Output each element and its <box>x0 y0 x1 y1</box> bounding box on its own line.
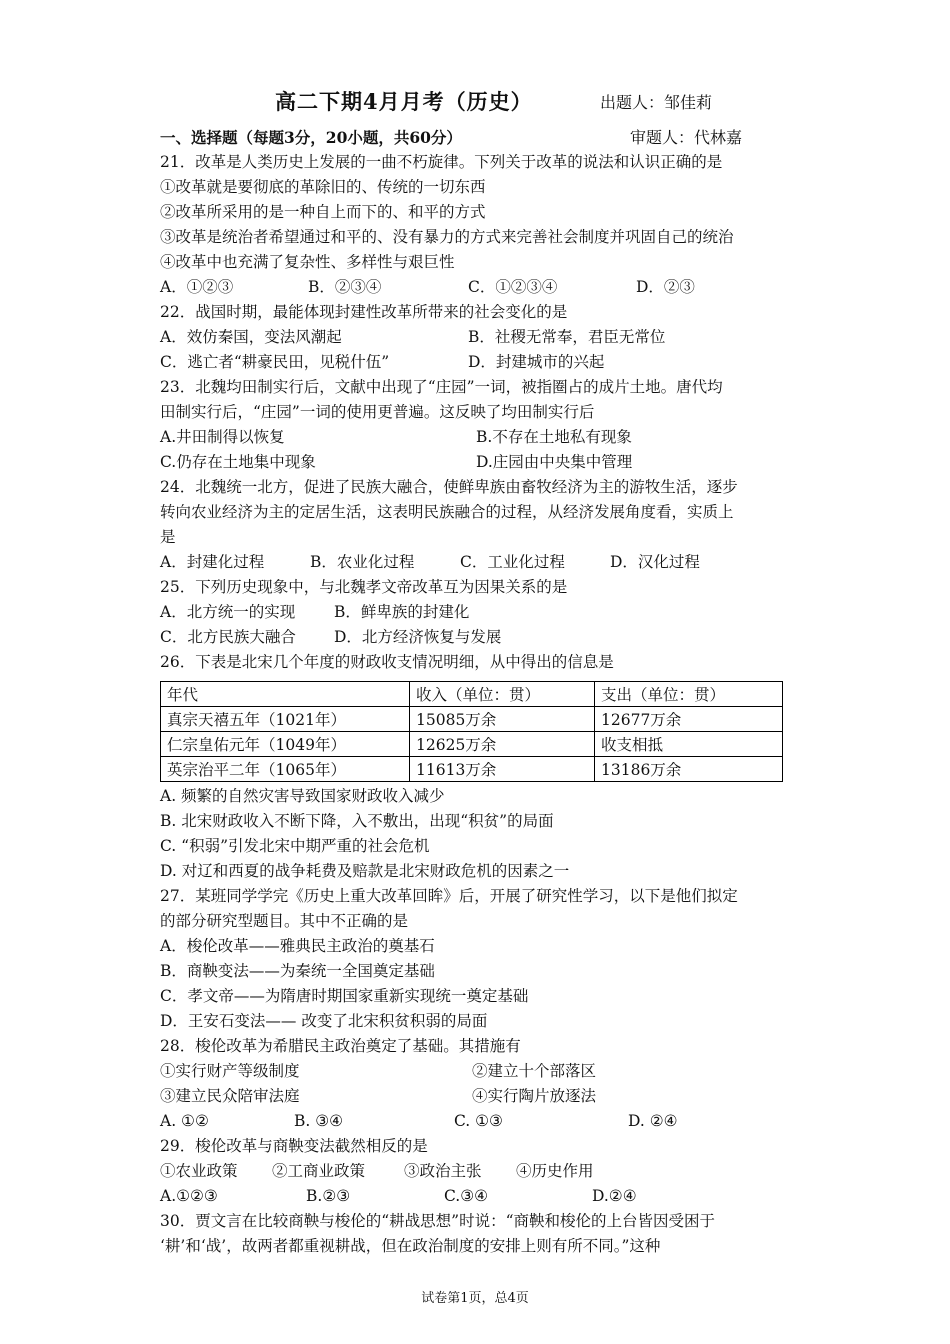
q24-option-a: A．封建化过程 <box>160 553 265 571</box>
table-row <box>161 732 783 757</box>
q21-options <box>160 275 800 300</box>
table-cell: 12625万余 <box>410 732 595 757</box>
table-header-cell: 支出（单位：贯） <box>595 682 783 707</box>
q24-option-c: C．工业化过程 <box>460 553 565 571</box>
q25-stem: 25．下列历史现象中，与北魏孝文帝改革互为因果关系的是 <box>160 578 568 596</box>
q22-option-d: D．封建城市的兴起 <box>468 353 605 371</box>
q23-option-a: A.井田制得以恢复 <box>160 428 285 446</box>
q23-options-row2 <box>160 450 800 475</box>
table-cell: 13186万余 <box>595 757 783 782</box>
fiscal-table <box>160 681 783 782</box>
q23-options-row1 <box>160 425 800 450</box>
table-row <box>161 707 783 732</box>
q23-option-d: D.庄园由中央集中管理 <box>476 453 633 471</box>
q29-option-a: A.①②③ <box>160 1187 218 1205</box>
q26-option-a: A. 频繁的自然灾害导致国家财政收入减少 <box>160 787 445 805</box>
q27-stem-line2: 的部分研究型题目。其中不正确的是 <box>160 912 409 930</box>
q29-options <box>160 1184 800 1209</box>
q29-option-c: C.③④ <box>444 1187 489 1205</box>
q25-options-row2 <box>160 625 800 650</box>
q27-option-a: A．梭伦改革——雅典民主政治的奠基石 <box>160 937 435 955</box>
q29-option-b: B.②③ <box>306 1187 351 1205</box>
q29-option-d: D.②④ <box>592 1187 637 1205</box>
q28-statement-4: ④实行陶片放逐法 <box>472 1087 597 1105</box>
q24-stem-line3: 是 <box>160 528 176 546</box>
table-cell: 仁宗皇佑元年（1049年） <box>161 732 410 757</box>
q28-option-c: C. ①③ <box>454 1112 503 1130</box>
table-row <box>161 757 783 782</box>
q21-option-d: D．②③ <box>636 278 695 296</box>
q21-statement-2: ②改革所采用的是一种自上而下的、和平的方式 <box>160 203 486 221</box>
q28-statement-2: ②建立十个部落区 <box>472 1062 597 1080</box>
q21-statement-4: ④改革中也充满了复杂性、多样性与艰巨性 <box>160 253 455 271</box>
q27-stem-line1: 27．某班同学学完《历史上重大改革回眸》后，开展了研究性学习，以下是他们拟定 <box>160 887 738 905</box>
section-heading <box>160 125 800 150</box>
q28-option-b: B. ③④ <box>294 1112 344 1130</box>
q28-statement-3: ③建立民众陪审法庭 <box>160 1087 300 1105</box>
table-header-cell: 收入（单位：贯） <box>410 682 595 707</box>
q25-options-row1 <box>160 600 800 625</box>
q26-option-d: D. 对辽和西夏的战争耗费及赔款是北宋财政危机的因素之一 <box>160 862 570 880</box>
q22-option-b: B．社稷无常奉，君臣无常位 <box>468 328 666 346</box>
q24-stem-line2: 转向农业经济为主的定居生活，这表明民族融合的过程，从经济发展角度看，实质上 <box>160 503 734 521</box>
q26-stem: 26．下表是北宋几个年度的财政收支情况明细，从中得出的信息是 <box>160 653 614 671</box>
section-title: 一、选择题（每题3分，20小题，共60分） <box>160 128 462 147</box>
exam-title: 高二下期4月月考（历史） <box>275 89 533 114</box>
q21-stem: 21．改革是人类历史上发展的一曲不朽旋律。下列关于改革的说法和认识正确的是 <box>160 153 723 171</box>
table-cell: 英宗治平二年（1065年） <box>161 757 410 782</box>
q29-statement-3: ③政治主张 <box>404 1162 482 1180</box>
q25-option-c: C．北方民族大融合 <box>160 628 296 646</box>
q24-option-d: D．汉化过程 <box>610 553 700 571</box>
table-cell: 15085万余 <box>410 707 595 732</box>
q23-option-c: C.仍存在土地集中现象 <box>160 453 316 471</box>
table-header-row <box>161 682 783 707</box>
q26-option-c: C. “积弱”引发北宋中期严重的社会危机 <box>160 837 430 855</box>
q25-option-a: A．北方统一的实现 <box>160 603 296 621</box>
q30-stem-line2: ‘耕’和‘战’，故两者都重视耕战，但在政治制度的安排上则有所不同。”这种 <box>160 1237 661 1255</box>
q27-option-d: D．王安石变法—— 改变了北宋积贫积弱的局面 <box>160 1012 488 1030</box>
q22-stem: 22．战国时期，最能体现封建性改革所带来的社会变化的是 <box>160 303 568 321</box>
q24-options <box>160 550 800 575</box>
q21-option-c: C．①②③④ <box>468 278 558 296</box>
q29-statement-4: ④历史作用 <box>516 1162 594 1180</box>
q28-statements-row1 <box>160 1059 800 1084</box>
q29-statement-2: ②工商业政策 <box>272 1162 366 1180</box>
table-cell: 真宗天禧五年（1021年） <box>161 707 410 732</box>
q28-option-a: A. ①② <box>160 1112 209 1130</box>
q21-statement-1: ①改革就是要彻底的革除旧的、传统的一切东西 <box>160 178 486 196</box>
q25-option-b: B．鲜卑族的封建化 <box>334 603 470 621</box>
q23-stem-line1: 23．北魏均田制实行后，文献中出现了“庄园”一词，被指圈占的成片土地。唐代均 <box>160 378 723 396</box>
q30-stem-line1: 30．贾文言在比较商鞅与梭伦的“耕战思想”时说：“商鞅和梭伦的上台皆因受困于 <box>160 1212 715 1230</box>
q22-options-row2 <box>160 350 800 375</box>
q26-option-b: B. 北宋财政收入不断下降，入不敷出，出现“积贫”的局面 <box>160 812 554 830</box>
q27-option-c: C．孝文帝——为隋唐时期国家重新实现统一奠定基础 <box>160 987 529 1005</box>
table-cell: 12677万余 <box>595 707 783 732</box>
reviewer: 审题人：代林嘉 <box>630 128 743 147</box>
table-cell: 11613万余 <box>410 757 595 782</box>
q28-option-d: D. ②④ <box>628 1112 678 1130</box>
q25-option-d: D．北方经济恢复与发展 <box>334 628 502 646</box>
exam-content <box>160 125 800 1259</box>
q22-option-a: A．效仿秦国，变法风潮起 <box>160 328 342 346</box>
page-footer: 试卷第1页，总4页 <box>421 1291 529 1306</box>
q24-stem-line1: 24．北魏统一北方，促进了民族大融合，使鲜卑族由畜牧经济为主的游牧生活，逐步 <box>160 478 738 496</box>
q23-stem-line2: 田制实行后，“庄园”一词的使用更普遍。这反映了均田制实行后 <box>160 403 595 421</box>
question-setter: 出题人：邹佳莉 <box>600 93 713 112</box>
q22-options-row1 <box>160 325 800 350</box>
exam-header <box>0 86 950 118</box>
q28-statements-row2 <box>160 1084 800 1109</box>
table-header-cell: 年代 <box>161 682 410 707</box>
q23-option-b: B.不存在土地私有现象 <box>476 428 632 446</box>
q28-statement-1: ①实行财产等级制度 <box>160 1062 300 1080</box>
q21-option-b: B．②③④ <box>308 278 382 296</box>
q28-options <box>160 1109 800 1134</box>
q21-option-a: A．①②③ <box>160 278 234 296</box>
q22-option-c: C．逃亡者“耕豪民田，见税什伍” <box>160 353 390 371</box>
q29-stem: 29．梭伦改革与商鞅变法截然相反的是 <box>160 1137 428 1155</box>
q29-statements <box>160 1159 800 1184</box>
table-cell: 收支相抵 <box>595 732 783 757</box>
q21-statement-3: ③改革是统治者希望通过和平的、没有暴力的方式来完善社会制度并巩固自己的统治 <box>160 228 734 246</box>
q28-stem: 28．梭伦改革为希腊民主政治奠定了基础。其措施有 <box>160 1037 521 1055</box>
q29-statement-1: ①农业政策 <box>160 1162 238 1180</box>
q24-option-b: B．农业化过程 <box>310 553 415 571</box>
q27-option-b: B．商鞅变法——为秦统一全国奠定基础 <box>160 962 435 980</box>
